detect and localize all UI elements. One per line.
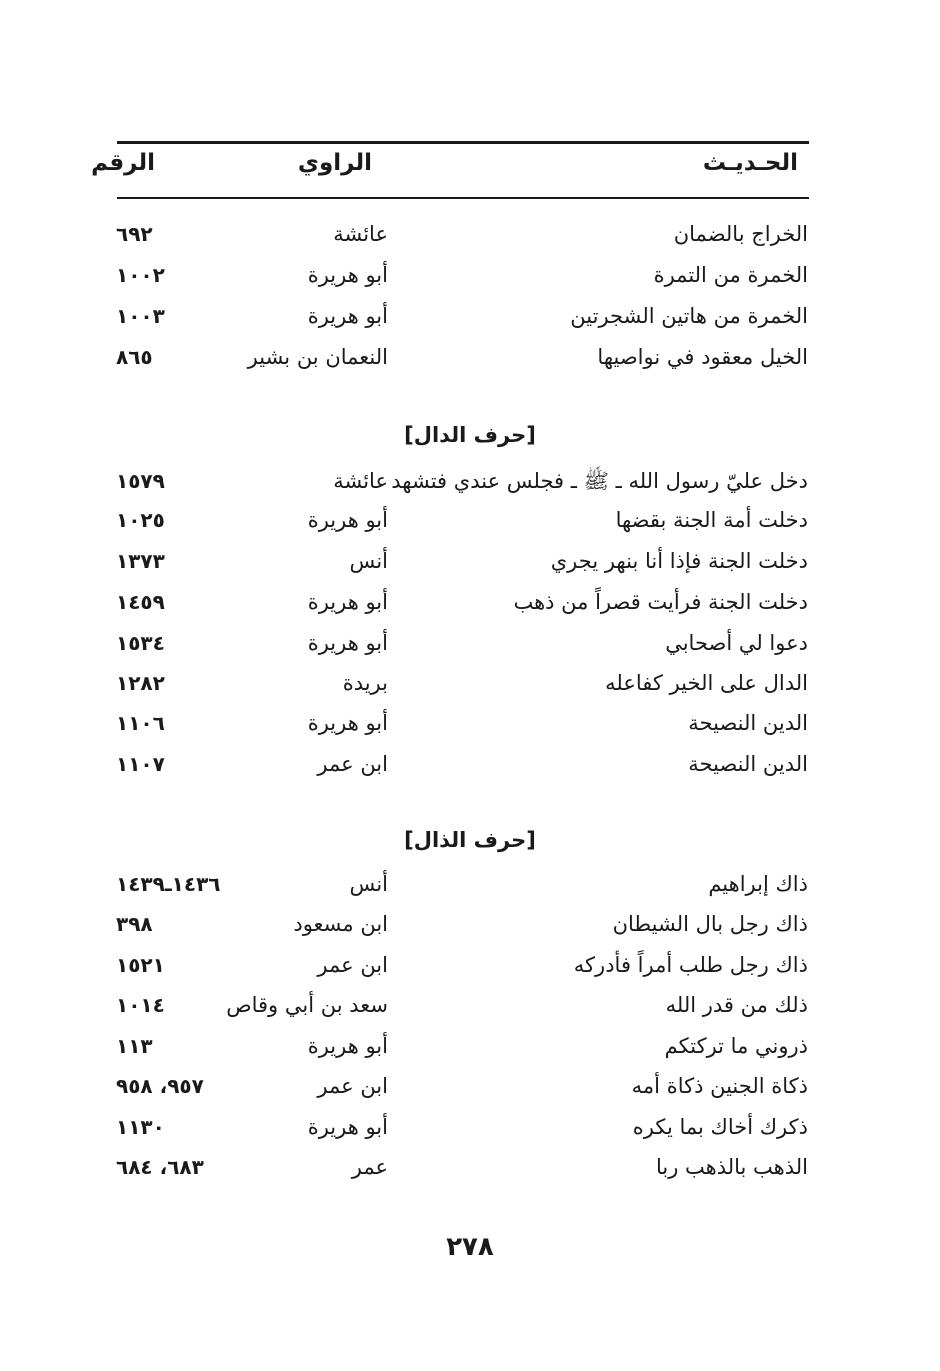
narrator-cell: أنس xyxy=(349,872,388,896)
number-cell: ١١٠٧ xyxy=(116,752,165,776)
index-row xyxy=(0,255,940,295)
narrator-cell: أنس xyxy=(349,549,388,573)
narrator-cell: ابن عمر xyxy=(317,1074,388,1098)
section-title: [حرف الذال] xyxy=(404,828,536,852)
hadith-cell: دخل عليّ رسول الله ـ ﷺ ـ فجلس عندي فتشهد xyxy=(391,469,808,493)
header-narrator: الراوي xyxy=(297,150,372,176)
number-cell: ٣٩٨ xyxy=(116,912,153,936)
index-row xyxy=(0,663,940,703)
number-cell: ١٥٣٤ xyxy=(116,631,165,655)
hadith-cell: ذاك إبراهيم xyxy=(708,872,808,896)
header-number: الرقم xyxy=(91,150,155,176)
number-cell: ١٠٠٢ xyxy=(116,263,165,287)
narrator-cell: ابن مسعود xyxy=(293,912,388,936)
index-row xyxy=(0,296,940,336)
index-row xyxy=(0,703,940,743)
narrator-cell: أبو هريرة xyxy=(307,1034,388,1058)
index-row xyxy=(0,1066,940,1106)
hadith-cell: الخراج بالضمان xyxy=(673,222,808,246)
index-row xyxy=(0,214,940,254)
narrator-cell: النعمان بن بشير xyxy=(247,345,388,369)
index-row xyxy=(0,541,940,581)
index-row xyxy=(0,1026,940,1066)
index-row xyxy=(0,985,940,1025)
hadith-cell: ذاك رجل طلب أمراً فأدركه xyxy=(573,953,808,977)
number-cell: ١١٣ xyxy=(116,1034,153,1058)
number-cell: ١٥٧٩ xyxy=(116,469,165,493)
narrator-cell: عائشة xyxy=(333,469,388,493)
number-cell: ١٥٢١ xyxy=(116,953,165,977)
section-title: [حرف الدال] xyxy=(404,423,536,447)
narrator-cell: أبو هريرة xyxy=(307,711,388,735)
number-cell: ١٤٥٩ xyxy=(116,590,165,614)
number-cell: ١٤٣٦ـ١٤٣٩ xyxy=(116,872,221,896)
hadith-cell: الخمرة من هاتين الشجرتين xyxy=(570,304,808,328)
number-cell: ١١٠٦ xyxy=(116,711,165,735)
header-hadith: الحـديـث xyxy=(702,150,798,176)
narrator-cell: بريدة xyxy=(342,671,388,695)
index-row xyxy=(0,904,940,944)
hadith-cell: الخيل معقود في نواصيها xyxy=(597,345,808,369)
narrator-cell: أبو هريرة xyxy=(307,508,388,532)
index-row xyxy=(0,744,940,784)
narrator-cell: ابن عمر xyxy=(317,953,388,977)
narrator-cell: أبو هريرة xyxy=(307,631,388,655)
narrator-cell: أبو هريرة xyxy=(307,1115,388,1139)
narrator-cell: ابن عمر xyxy=(317,752,388,776)
hadith-cell: الخمرة من التمرة xyxy=(653,263,808,287)
narrator-cell: سعد بن أبي وقاص xyxy=(226,993,388,1017)
page-number: ٢٧٨ xyxy=(446,1232,494,1262)
index-row xyxy=(0,337,940,377)
hadith-cell: ذكاة الجنين ذكاة أمه xyxy=(631,1074,808,1098)
number-cell: ٦٨٣، ٦٨٤ xyxy=(116,1155,204,1179)
number-cell: ٩٥٧، ٩٥٨ xyxy=(116,1074,204,1098)
hadith-cell: دخلت أمة الجنة بقضها xyxy=(615,508,808,532)
hadith-cell: الدين النصيحة xyxy=(688,711,808,735)
hadith-cell: الدال على الخير كفاعله xyxy=(605,671,808,695)
number-cell: ١٠١٤ xyxy=(116,993,165,1017)
number-cell: ١٠٢٥ xyxy=(116,508,165,532)
table-header-rule xyxy=(117,197,809,199)
hadith-cell: دخلت الجنة فإذا أنا بنهر يجري xyxy=(550,549,808,573)
index-row xyxy=(0,1107,940,1147)
index-row xyxy=(0,864,940,904)
hadith-cell: دخلت الجنة فرأيت قصراً من ذهب xyxy=(513,590,808,614)
number-cell: ١٣٧٣ xyxy=(116,549,165,573)
narrator-cell: أبو هريرة xyxy=(307,263,388,287)
index-row xyxy=(0,582,940,622)
number-cell: ١٢٨٢ xyxy=(116,671,165,695)
hadith-cell: ذلك من قدر الله xyxy=(665,993,808,1017)
hadith-cell: الدين النصيحة xyxy=(688,752,808,776)
hadith-cell: ذاك رجل بال الشيطان xyxy=(612,912,808,936)
index-row xyxy=(0,1147,940,1187)
narrator-cell: أبو هريرة xyxy=(307,304,388,328)
hadith-cell: ذكرك أخاك بما يكره xyxy=(632,1115,808,1139)
table-top-rule xyxy=(117,141,809,144)
number-cell: ٦٩٢ xyxy=(116,222,153,246)
narrator-cell: أبو هريرة xyxy=(307,590,388,614)
index-row xyxy=(0,500,940,540)
number-cell: ١٠٠٣ xyxy=(116,304,165,328)
hadith-cell: دعوا لي أصحابي xyxy=(665,631,808,655)
index-row xyxy=(0,945,940,985)
index-row xyxy=(0,623,940,663)
hadith-cell: ذروني ما تركتكم xyxy=(664,1034,808,1058)
narrator-cell: عائشة xyxy=(333,222,388,246)
index-row xyxy=(0,461,940,501)
number-cell: ١١٣٠ xyxy=(116,1115,165,1139)
narrator-cell: عمر xyxy=(351,1155,388,1179)
number-cell: ٨٦٥ xyxy=(116,345,153,369)
hadith-cell: الذهب بالذهب ربا xyxy=(655,1155,808,1179)
